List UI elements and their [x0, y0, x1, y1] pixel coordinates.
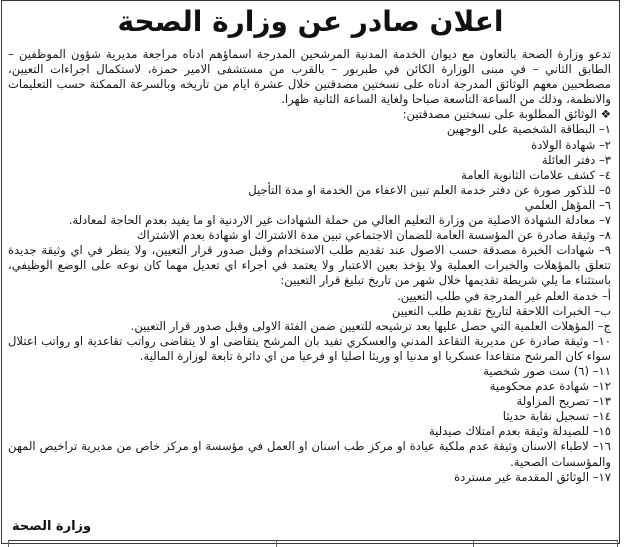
- doc-item: ١٢– شهادة عدم محكومية: [489, 379, 611, 394]
- ministry-signature: وزارة الصحة: [12, 519, 92, 534]
- doc-item: ٧– معادلة الشهادة الاصلية من وزارة التعليم العالي من حملة الشهادات غير الاردنية او ما يفيد بعدم الحاجة لمعادلة.: [68, 213, 611, 228]
- doc-item: ١٧– الوثائق المقدمة غير مستردة: [454, 469, 611, 484]
- doc-item: ١١– (٦) ست صور شخصية: [483, 363, 611, 378]
- doc-item: ١٤– تسجيل نقابة حديثا: [502, 409, 611, 424]
- intro-paragraph: تدعو وزارة الصحة بالتعاون مع ديوان الخدمة المدنية المرشحين المدرجة اسماؤهم ادناه مراجعة مديرية شؤون الموظفين – الطابق الثاني – في مبنى الوزارة الكائن في طبربور – بالقرب من مستشفى الامير حمزة، لاستكمال اجراءات التعيين، مصطحبين معهم الوثائق المدرجة ادناه على نسختين مصدقتين خلال عشرة ايام من تاريخه وبالسرعة الممكنة حسب التعليمات والانظمة، وذلك من الساعة التاسعة صباحا ولغاية الساعة الثانية ظهرا.: [8, 47, 611, 107]
- doc-item: ١٠– وثيقة صادرة عن مديرية التقاعد المدني والعسكري تفيد بان المرشح يتقاضى او لا يتقاضى رواتب تقاعدية او رواتب اعتلال سواء كان المرشح متقاعدا عسكريا او مدنيا او وريثا اصليا او فرعيا من اي دائرة تابعة لوزارة المالية.: [8, 333, 611, 363]
- doc-sub-item: ب– الخبرات اللاحقة لتاريخ تقديم طلب التعيين: [391, 303, 611, 318]
- doc-item: ١٦– لاطباء الاسنان وثيقة عدم ملكية عيادة او مركز طب اسنان او العمل في مؤسسة او مركز خاص من مديرية تراخيص المهن والمؤسسات الصحية.: [8, 439, 611, 469]
- doc-item: ٥– للذكور صورة عن دفتر خدمة العلم تبين الاعفاء من الخدمة او مدة التأجيل: [248, 182, 611, 197]
- doc-item: ١– البطاقة الشخصية على الوجهين: [446, 122, 611, 137]
- doc-item: ٩– شهادات الخبرة مصدقة حسب الاصول عند تقديم طلب الاستخدام وقبل صدور قرار التعيين، ولا ينظر في اي وثيقة جديدة تتعلق بالمؤهلات والخبرات العملية ولا يؤخذ بعين الاعتبار ولا يعتمد في اجراء اي تعديل مهما كان نوعه على الوضع الوظيفي، باستثناء ما يلي شريطة تقديمها خلال شهر من تاريخ تبليغ قرار التعيين:: [8, 243, 611, 288]
- doc-sub-item: أ– خدمة العلم غير المدرجة في طلب التعيين.: [397, 288, 611, 303]
- announcement-title: اعلان صادر عن وزارة الصحة: [117, 5, 504, 38]
- doc-item: ٤– كشف علامات الثانوية العامة: [461, 167, 611, 182]
- announcement-frame: [1, 0, 620, 544]
- doc-item: ٦– المؤهل العلمي: [524, 197, 611, 212]
- required-docs-heading: ❖ الوثائق المطلوبة على نسختين مصدقتين:: [402, 107, 611, 122]
- announcement-body: [8, 47, 611, 485]
- divider: [276, 541, 277, 547]
- doc-item: ٨– وثيقة صادرة عن المؤسسة العامة للضمان الاجتماعي تبين مدة الاشتراك او شهادة بعدم الاشتراك: [136, 228, 611, 243]
- doc-item: ١٥– للصيدلة وثيقة بعدم امتلاك صيدلية: [428, 424, 611, 439]
- divider: [473, 541, 474, 547]
- doc-item: ٣– دفتر العائلة: [541, 152, 611, 167]
- doc-item: ٢– شهادة الولادة: [531, 137, 611, 152]
- doc-sub-item: ج– المؤهلات العلمية التي حصل عليها بعد ترشيحه للتعيين ضمن الفئة الاولى وقبل صدور قرار التعيين.: [130, 318, 611, 333]
- doc-item: ١٣– تصريح المزاولة: [516, 394, 611, 409]
